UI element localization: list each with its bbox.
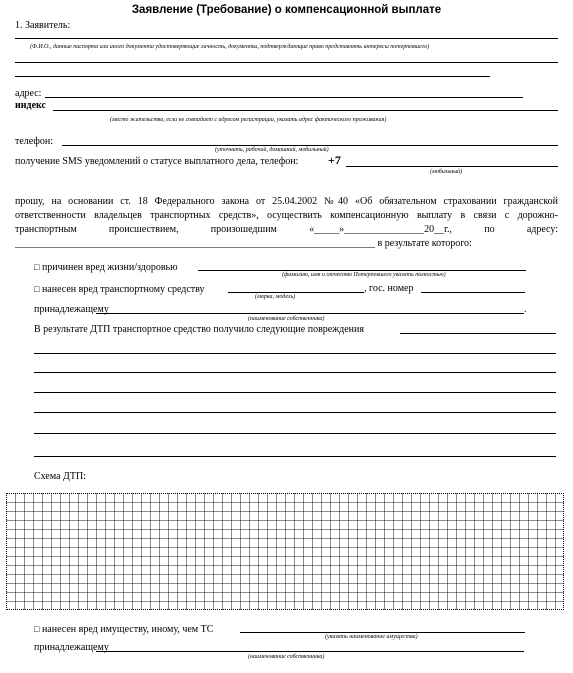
vehicle-owner-hint: (наименование собственника) [248, 316, 325, 322]
applicant-line-3[interactable] [15, 76, 490, 77]
address-label: адрес: [15, 88, 42, 99]
sms-prefix: +7 [328, 153, 341, 167]
property-owner-label: принадлежащему [34, 642, 109, 653]
phone-label: телефон: [15, 136, 53, 147]
applicant-line-2[interactable] [15, 62, 558, 63]
sms-hint: (мобильный) [430, 169, 463, 175]
page-title: Заявление (Требование) о компенсационной выплате [131, 4, 442, 16]
life-harm-line[interactable] [198, 270, 526, 271]
sms-label: получение SMS уведомлений о статусе выплатного дела, телефон: [15, 156, 299, 167]
applicant-fio-line[interactable] [15, 38, 558, 39]
property-hint: (указать наименование имущества) [325, 634, 418, 640]
vehicle-owner-line[interactable] [96, 313, 524, 314]
damages-line-5[interactable] [34, 433, 556, 434]
vehicle-harm-label: нанесен вред транспортному средству [41, 284, 205, 295]
life-harm-hint: (фамилию, имя и отчество Потерпевшего указать полностью) [282, 272, 446, 278]
vehicle-harm-checkbox[interactable]: □ [34, 284, 40, 294]
damages-line-0[interactable] [400, 333, 556, 334]
vehicle-owner-label: принадлежащему [34, 304, 109, 315]
life-harm-row[interactable] [34, 261, 178, 274]
index-line[interactable] [53, 110, 558, 111]
property-harm-row[interactable] [34, 623, 213, 636]
property-harm-checkbox[interactable]: □ [34, 624, 40, 634]
vehicle-brand-line[interactable] [228, 292, 364, 293]
damages-line-1[interactable] [34, 353, 556, 354]
scheme-label: Схема ДТП: [34, 471, 86, 482]
damages-line-3[interactable] [34, 392, 556, 393]
gos-nomer-line[interactable] [421, 292, 525, 293]
gos-nomer-label: , гос. номер [364, 283, 414, 294]
damages-line-4[interactable] [34, 412, 556, 413]
phone-hint: (уточнить, рабочий, домашний, мобильный) [215, 147, 329, 153]
request-text: прошу, на основании ст. 18 Федерального закона от 25.04.2002 №40 «Об обязательном страховании гражданской ответственности владельцев транспортных средств», осуществить компенсационную выплату в связи с дорожно-транспортным происшествием, произошедшим «_____»________________20__г., по адресу: ________________________________________________________________________ в результате которого: [15, 196, 558, 249]
vehicle-owner-period: . [524, 304, 527, 315]
fio-hint: (Ф.И.О., данные паспорта или иного документа удостоверяющие личность, документы, подтверждающие право представлять интересы потерпевшего) [30, 44, 430, 50]
phone-line[interactable] [62, 145, 558, 146]
address-line[interactable] [45, 97, 523, 98]
sms-phone-line[interactable] [346, 166, 558, 167]
property-owner-hint: (наименование собственника) [248, 654, 325, 660]
scheme-grid[interactable] [6, 493, 564, 610]
applicant-label: 1. Заявитель: [15, 20, 71, 31]
life-harm-label: причинен вред жизни/здоровью [41, 262, 178, 273]
property-line[interactable] [240, 632, 525, 633]
damages-line-2[interactable] [34, 372, 556, 373]
life-harm-checkbox[interactable]: □ [34, 262, 40, 272]
vehicle-hint: (марка, модель) [255, 294, 296, 300]
index-label: индекс [15, 100, 46, 111]
property-owner-line[interactable] [96, 651, 524, 652]
damages-line-6[interactable] [34, 456, 556, 457]
vehicle-harm-row[interactable] [34, 283, 205, 296]
address-hint: (место жительства, если не совпадает с адресом регистрации, указать адрес фактического проживания) [110, 117, 387, 123]
property-harm-label: нанесен вред имуществу, иному, чем ТС [41, 624, 214, 635]
damages-label: В результате ДТП транспортное средство получило следующие повреждения [34, 324, 364, 335]
